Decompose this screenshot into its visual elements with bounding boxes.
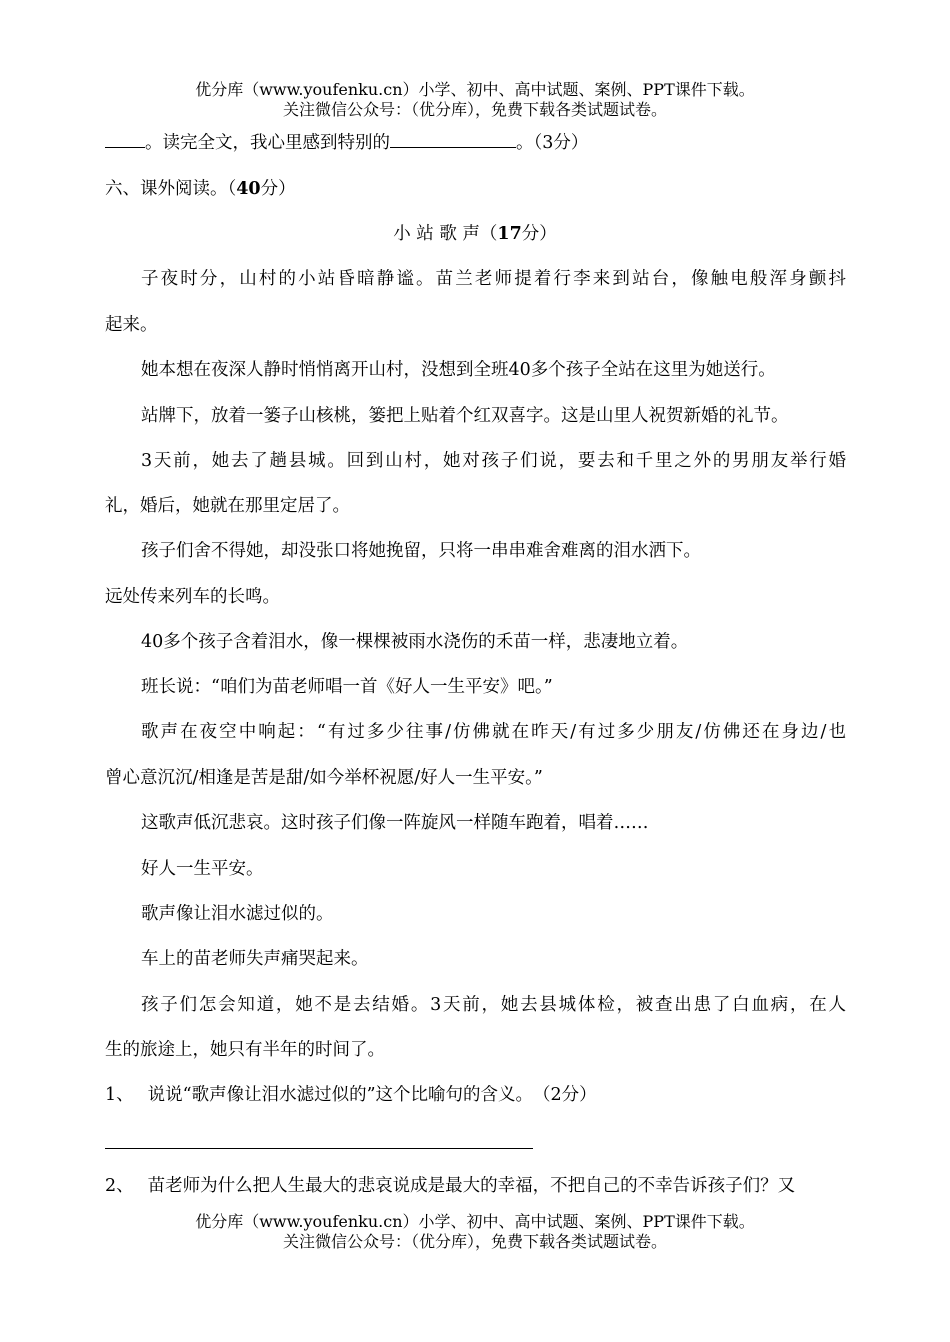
paragraph-line: 站牌下，放着一篓子山核桃，篓把上贴着个红双喜字。这是山里人祝贺新婚的礼节。: [141, 406, 789, 426]
answer-line-1[interactable]: [105, 1148, 533, 1149]
paragraph-line: 歌声像让泪水滤过似的。: [141, 904, 334, 924]
question-1-number: 1、: [105, 1085, 134, 1105]
answer-blank-1[interactable]: [105, 133, 145, 148]
question-2-number: 2、: [105, 1176, 134, 1196]
paragraph-line: 孩子们怎会知道，她不是去结婚。3天前，她去县城体检，被查出患了白血病，在人: [141, 995, 846, 1015]
paragraph-line: 起来。: [105, 315, 158, 335]
article-title-points: 17: [497, 224, 522, 244]
page-footer-line-2: 关注微信公众号：（优分库），免费下载各类试题试卷。: [282, 1232, 667, 1251]
page-header-line-2: 关注微信公众号：（优分库），免费下载各类试题试卷。: [282, 100, 667, 119]
paragraph-line: 班长说：“咱们为苗老师唱一首《好人一生平安》吧。”: [141, 677, 553, 697]
question-1-text: 说说“歌声像让泪水滤过似的”这个比喻句的含义。 （2分）: [147, 1085, 597, 1105]
article-title-end: 分）: [521, 224, 557, 244]
paragraph-line: 生的旅途上，她只有半年的时间了。: [105, 1040, 385, 1060]
paragraph-line: 3天前，她去了趟县城。回到山村，她对孩子们说，要去和千里之外的男朋友举行婚: [141, 451, 846, 471]
section-points: 40: [236, 179, 261, 199]
paragraph-line: 歌声在夜空中响起：“有过多少往事/仿佛就在昨天/有过多少朋友/仿佛还在身边/也: [141, 722, 846, 742]
section-label-end: 分）: [260, 179, 296, 199]
paragraph-line: 孩子们舍不得她，却没张口将她挽留，只将一串串难舍难离的泪水洒下。: [141, 541, 701, 561]
article-title-text: 小 站 歌 声（: [393, 224, 498, 244]
top-question-text-b: 。（3分）: [516, 133, 589, 153]
question-2-text: 苗老师为什么把人生最大的悲哀说成是最大的幸福，不把自己的不幸告诉孩子们？又: [147, 1176, 796, 1196]
top-question-line: [105, 131, 588, 155]
page-header-line-1: 优分库（www.youfenku.cn）小学、初中、高中试题、案例、PPT课件下载。: [195, 80, 755, 99]
paragraph-line: 子夜时分，山村的小站昏暗静谧。苗兰老师提着行李来到站台，像触电般浑身颤抖: [141, 269, 846, 289]
page-footer-line-1: 优分库（www.youfenku.cn）小学、初中、高中试题、案例、PPT课件下载。: [195, 1212, 755, 1231]
paragraph-line: 远处传来列车的长鸣。: [105, 587, 280, 607]
paragraph-line: 礼，婚后，她就在那里定居了。: [105, 496, 350, 516]
paragraph-line: 这歌声低沉悲哀。这时孩子们像一阵旋风一样随车跑着，唱着……: [141, 813, 649, 833]
paragraph-line: 车上的苗老师失声痛哭起来。: [141, 949, 369, 969]
question-2: [105, 1174, 795, 1198]
section-label: 六、课外阅读。（: [105, 179, 237, 199]
section-heading: [105, 177, 296, 201]
question-1: [105, 1083, 597, 1107]
paragraph-line: 她本想在夜深人静时悄悄离开山村，没想到全班40多个孩子全站在这里为她送行。: [141, 360, 776, 380]
paragraph-line: 40多个孩子含着泪水，像一棵棵被雨水浇伤的禾苗一样，悲凄地立着。: [141, 632, 689, 652]
article-title: [0, 222, 950, 246]
top-question-text-a: 。读完全文，我心里感到特别的: [145, 133, 390, 153]
paragraph-line: 好人一生平安。: [141, 859, 264, 879]
paragraph-line: 曾心意沉沉/相逢是苦是甜/如今举杯祝愿/好人一生平安。”: [105, 768, 543, 788]
answer-blank-2[interactable]: [390, 133, 516, 148]
